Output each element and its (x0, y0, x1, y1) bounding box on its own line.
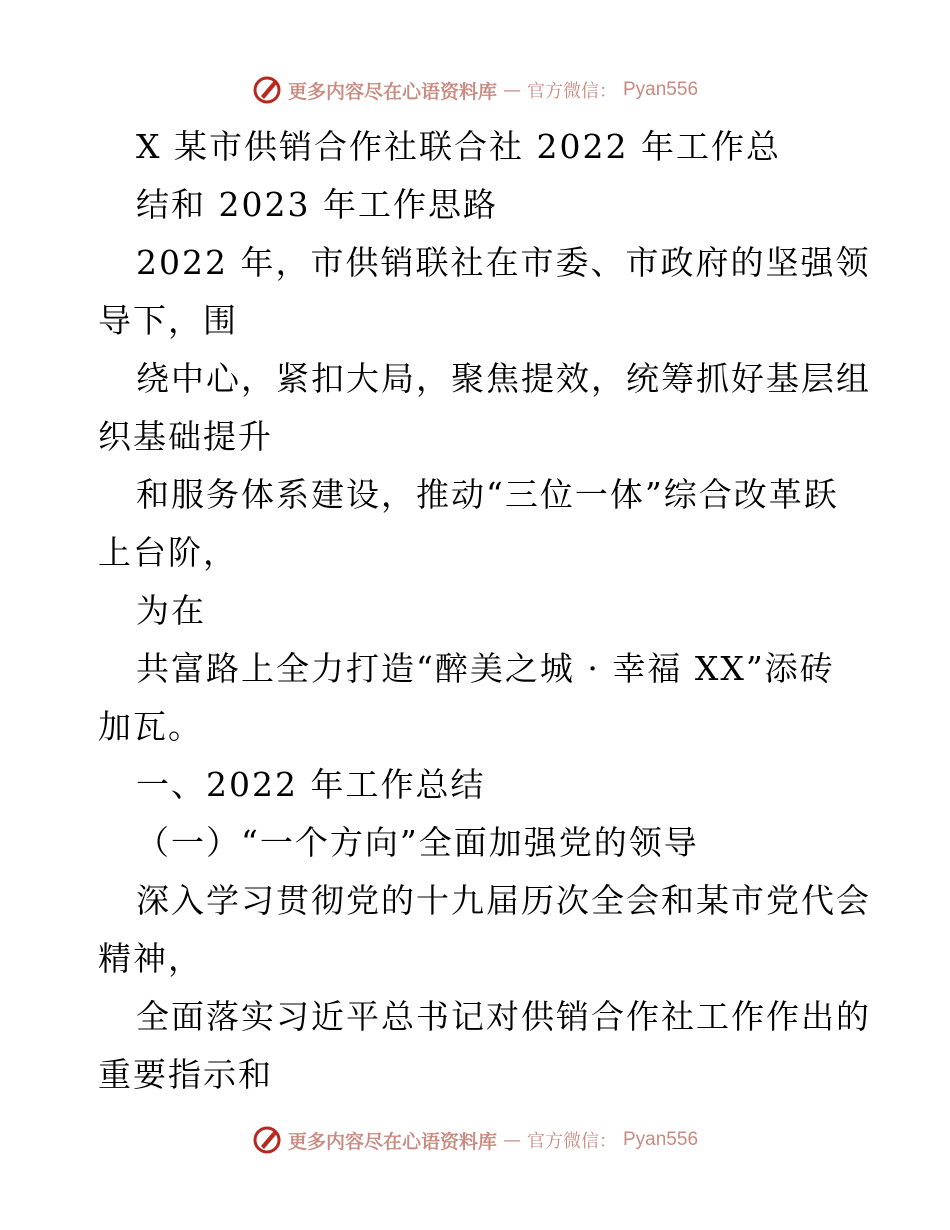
footer-banner-inner (252, 1125, 698, 1155)
paragraph-line: 绕中心，紧扣大局，聚焦提效，统筹抓好基层组 (136, 359, 871, 398)
section-heading: 一、2022 年工作总结 (136, 765, 486, 804)
banner-slogan: 更多内容尽在心语资料库 (287, 80, 497, 103)
paragraph-line: 深入学习贯彻党的十九届历次全会和某市党代会 (136, 881, 871, 920)
banner-wechat-label: 官方微信： (527, 81, 617, 102)
pen-logo-icon (252, 75, 282, 105)
paragraph-line: 精神， (98, 939, 203, 978)
banner-dash: — (503, 1129, 521, 1151)
pen-logo-icon (252, 1125, 282, 1155)
paragraph-line: 全面落实习近平总书记对供销合作社工作作出的 (136, 997, 871, 1036)
paragraph-line: 重要指示和 (98, 1055, 273, 1094)
paragraph-line: 导下，围 (98, 301, 238, 340)
banner-dash: — (503, 79, 521, 101)
header-banner-inner (252, 75, 698, 105)
doc-title-line-1: X 某市供销合作社联合社 2022 年工作总 (136, 127, 781, 166)
paragraph-line: 加瓦。 (98, 707, 203, 746)
paragraph-line: 为在 (136, 591, 206, 630)
paragraph-line: 共富路上全力打造“醉美之城 · 幸福 XX”添砖 (136, 649, 835, 688)
paragraph-line: 2022 年，市供销联社在市委、市政府的坚强领 (136, 243, 871, 282)
paragraph-line: 织基础提升 (98, 417, 273, 456)
header-banner (0, 70, 950, 110)
banner-slogan: 更多内容尽在心语资料库 (287, 1130, 497, 1153)
subsection-heading: （一）“一个方向”全面加强党的领导 (136, 823, 699, 862)
document-body (98, 118, 871, 1104)
doc-title-line-2: 结和 2023 年工作思路 (136, 185, 498, 224)
banner-wechat-label: 官方微信： (527, 1131, 617, 1152)
paragraph-line: 上台阶， (98, 533, 238, 572)
banner-wechat-id: Pyan556 (623, 1129, 699, 1150)
footer-banner (0, 1120, 950, 1160)
banner-wechat-id: Pyan556 (623, 79, 699, 100)
paragraph-line: 和服务体系建设，推动“三位一体”综合改革跃 (136, 475, 839, 514)
